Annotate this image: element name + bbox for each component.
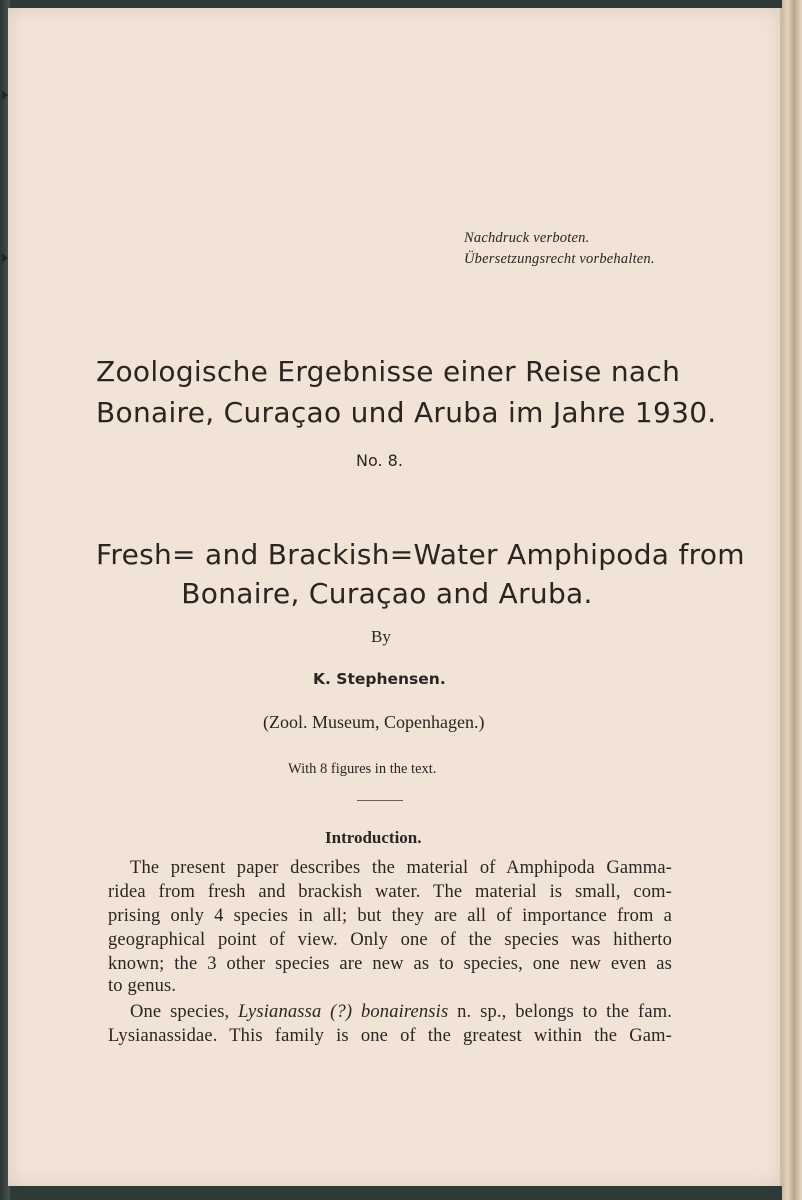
paragraph-line: to genus.	[108, 976, 177, 996]
species-name: Lysianassa (?) bonairensis	[238, 1002, 449, 1022]
article-title-line-1: Fresh= and Brackish=Water Amphipoda from	[96, 538, 745, 571]
paragraph-line: ridea from fresh and brackish water. The material is small, com-	[108, 882, 672, 902]
author-affiliation: (Zool. Museum, Copenhagen.)	[263, 712, 485, 732]
paragraph-line	[130, 1002, 672, 1023]
article-title-line-2: Bonaire, Curaçao and Aruba.	[181, 577, 593, 610]
page-edge-mark	[2, 253, 8, 263]
series-number: No. 8.	[356, 451, 403, 470]
paragraph-line: The present paper describes the material of Amphipoda Gamma-	[130, 858, 672, 878]
byline-by: By	[371, 627, 391, 646]
section-divider	[357, 800, 403, 801]
introduction-heading: Introduction.	[325, 828, 422, 847]
series-title-line-2: Bonaire, Curaçao und Aruba im Jahre 1930.	[96, 396, 717, 429]
paragraph-line: geographical point of view. Only one of the species was hitherto	[108, 930, 672, 950]
author-name: K. Stephensen.	[313, 670, 446, 688]
reprint-notice: Nachdruck verboten.	[464, 230, 590, 246]
paragraph-text: n. sp., belongs to the fam.	[448, 1002, 673, 1022]
translation-notice: Übersetzungsrecht vorbehalten.	[464, 251, 655, 267]
book-spine-edge	[782, 0, 802, 1200]
paragraph-line: prising only 4 species in all; but they are all of importance from a	[108, 906, 672, 926]
page-edge-mark	[2, 90, 8, 100]
paragraph-text: One species,	[130, 1002, 239, 1022]
figures-note: With 8 figures in the text.	[288, 761, 437, 777]
paragraph-line: known; the 3 other species are new as to species, one new even as	[108, 954, 672, 974]
series-title-line-1: Zoologische Ergebnisse einer Reise nach	[96, 355, 681, 388]
paragraph-line: Lysianassidae. This family is one of the greatest within the Gam-	[108, 1026, 672, 1046]
